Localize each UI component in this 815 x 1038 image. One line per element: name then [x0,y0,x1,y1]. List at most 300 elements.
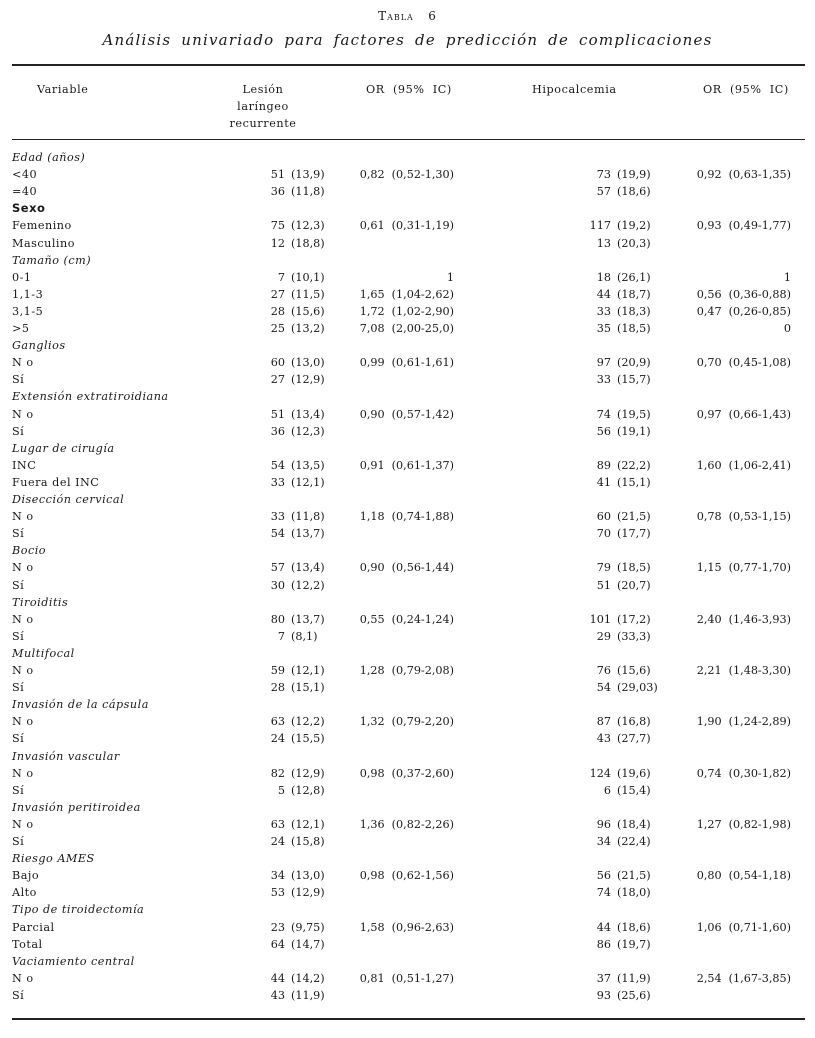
confidence-interval: (0,79-2,08) [391,664,454,677]
odds-ratio: 1,28 [359,664,385,677]
or-lesion [360,816,454,833]
table-title: Análisis univariado para factores de predicción de complicaciones [102,31,713,49]
or-hipocalcemia [697,217,791,234]
lesion-count: 23 [270,920,285,934]
lesion-count: 28 [270,304,285,318]
lesion-count: 7 [277,629,285,643]
row-label: N o [12,356,34,370]
lesion-percent: (13,0) [291,356,325,370]
hipocalcemia-count: 44 [596,920,611,934]
hipocalcemia-percent: (18,0) [617,886,651,900]
table-row [0,183,815,200]
hipocalcemia-count: 35 [596,322,611,335]
lesion-percent: (11,8) [291,185,325,199]
group-heading-row [0,901,815,918]
hipocalcemia-count: 6 [603,783,611,797]
bottom-rule [12,1018,805,1020]
row-label: 3,1-5 [12,304,44,318]
table-row [0,782,815,799]
hipocalcemia-count: 43 [596,732,611,746]
hipocalcemia-count: 37 [596,971,611,985]
or-lesion [360,713,454,730]
lesion-count: 51 [270,168,285,182]
table-row [0,577,815,594]
header-lesion-line3: recurrente [229,117,297,130]
group-heading: Tamaño (cm) [12,253,92,267]
table-row [0,235,815,252]
odds-ratio: 0,70 [696,356,722,370]
hipocalcemia-count: 57 [596,185,611,199]
odds-ratio: 0 [783,322,791,335]
group-heading: Tiroiditis [12,595,69,609]
lesion-percent: (13,5) [291,458,325,472]
hipocalcemia-percent: (18,4) [617,817,651,831]
row-label: <40 [12,168,38,182]
hipocalcemia-percent: (19,9) [617,168,651,182]
group-heading-row [0,542,815,559]
lesion-percent: (15,8) [291,835,325,848]
hipocalcemia-count: 89 [596,458,611,472]
row-label: N o [12,407,34,421]
group-heading-row [0,748,815,765]
lesion-percent: (13,4) [291,561,325,575]
odds-ratio: 0,78 [696,510,722,524]
row-label: Fuera del INC [12,475,100,489]
confidence-interval: (0,30-1,82) [728,766,791,780]
lesion-count: 63 [270,715,285,729]
confidence-interval: (0,24-1,24) [391,612,454,626]
odds-ratio: 1 [783,270,791,284]
row-label: Sí [12,732,25,746]
hipocalcemia-percent: (11,9) [617,971,651,985]
group-heading: Multifocal [12,646,75,660]
row-label: N o [12,664,34,677]
odds-ratio: 1,72 [359,304,385,318]
lesion-count: 63 [270,817,285,831]
group-heading: Ganglios [12,339,66,353]
odds-ratio: 1,65 [359,287,385,301]
hipocalcemia-percent: (15,1) [617,475,651,489]
header-or-hipocalcemia: OR (95% IC) [703,83,789,96]
odds-ratio: 2,40 [696,612,722,626]
hipocalcemia-percent: (15,6) [617,664,651,677]
hipocalcemia-percent: (19,7) [617,937,651,951]
or-hipocalcemia [697,303,791,320]
confidence-interval: (2,00-25,0) [391,322,454,335]
hipocalcemia-percent: (18,7) [617,287,651,301]
row-label: =40 [12,185,38,199]
hipocalcemia-count: 87 [596,715,611,729]
or-lesion [360,662,454,679]
table-row [0,713,815,730]
hipocalcemia-percent: (18,5) [617,322,651,335]
group-heading-row [0,645,815,662]
or-hipocalcemia [784,269,791,286]
odds-ratio: 0,55 [359,612,385,626]
row-label: INC [12,458,37,472]
table-row [0,816,815,833]
confidence-interval: (0,66-1,43) [728,407,791,421]
table-row [0,371,815,388]
hipocalcemia-percent: (18,3) [617,304,651,318]
lesion-count: 54 [270,458,285,472]
hipocalcemia-count: 73 [596,168,611,182]
row-label: N o [12,817,34,831]
lesion-count: 27 [270,373,285,387]
lesion-count: 24 [270,732,285,746]
table-row [0,166,815,183]
confidence-interval: (0,26-0,85) [728,304,791,318]
odds-ratio: 0,98 [359,869,385,883]
table-row [0,525,815,542]
group-heading-row [0,200,815,217]
hipocalcemia-count: 97 [596,356,611,370]
confidence-interval: (1,04-2,62) [391,287,454,301]
table-row [0,679,815,696]
confidence-interval: (0,79-2,20) [391,715,454,729]
or-lesion [360,611,454,628]
hipocalcemia-percent: (16,8) [617,715,651,729]
confidence-interval: (0,96-2,63) [391,920,454,934]
row-label: >5 [12,322,30,335]
lesion-count: 43 [270,988,285,1002]
confidence-interval: (1,48-3,30) [728,664,791,677]
hipocalcemia-count: 79 [596,561,611,575]
hipocalcemia-percent: (15,4) [617,783,651,797]
group-heading: Vaciamiento central [12,954,135,968]
hipocalcemia-count: 56 [596,424,611,438]
hipocalcemia-count: 34 [596,835,611,848]
header-or-lesion: OR (95% IC) [366,83,452,96]
hipocalcemia-count: 41 [596,475,611,489]
confidence-interval: (0,37-2,60) [391,766,454,780]
or-hipocalcemia [697,970,791,987]
group-heading-row [0,491,815,508]
group-heading-row [0,440,815,457]
or-lesion [360,320,454,337]
confidence-interval: (0,36-0,88) [728,287,791,301]
row-label: Bajo [12,869,40,883]
or-lesion [360,406,454,423]
group-heading: Invasión vascular [12,749,120,763]
hipocalcemia-count: 33 [596,304,611,318]
group-heading: Lugar de cirugía [12,441,115,455]
confidence-interval: (0,53-1,15) [728,510,791,524]
odds-ratio: 0,98 [359,766,385,780]
table-row [0,320,815,337]
or-hipocalcemia [697,611,791,628]
hipocalcemia-count: 18 [596,270,611,284]
table-row [0,286,815,303]
lesion-percent: (15,1) [291,681,325,695]
lesion-count: 51 [270,407,285,421]
lesion-percent: (18,8) [291,236,325,250]
hipocalcemia-percent: (17,7) [617,527,651,541]
lesion-percent: (12,2) [291,578,325,592]
lesion-count: 34 [270,869,285,883]
hipocalcemia-percent: (22,2) [617,458,651,472]
odds-ratio: 0,61 [359,219,385,233]
lesion-count: 60 [270,356,285,370]
confidence-interval: (0,45-1,08) [728,356,791,370]
lesion-percent: (11,5) [291,287,325,301]
lesion-percent: (14,2) [291,971,325,985]
odds-ratio: 1,60 [696,458,722,472]
row-label: Parcial [12,920,55,934]
confidence-interval: (0,71-1,60) [728,920,791,934]
group-heading: Invasión peritiroidea [12,800,141,814]
lesion-count: 24 [270,835,285,848]
odds-ratio: 0,81 [359,971,385,985]
hipocalcemia-count: 93 [596,988,611,1002]
table-row [0,269,815,286]
odds-ratio: 7,08 [359,322,385,335]
hipocalcemia-percent: (20,9) [617,356,651,370]
lesion-count: 59 [270,664,285,677]
lesion-percent: (13,7) [291,527,325,541]
group-heading: Riesgo AMES [12,852,95,866]
table-row [0,457,815,474]
or-hipocalcemia [697,166,791,183]
hipocalcemia-count: 101 [589,612,611,626]
or-hipocalcemia [697,816,791,833]
or-lesion [360,457,454,474]
confidence-interval: (1,67-3,85) [728,971,791,985]
confidence-interval: (0,82-1,98) [728,817,791,831]
group-heading: Extensión extratiroidiana [12,390,169,404]
confidence-interval: (0,61-1,61) [391,356,454,370]
row-label: Sí [12,629,25,643]
table-row [0,354,815,371]
hipocalcemia-count: 70 [596,527,611,541]
hipocalcemia-count: 44 [596,287,611,301]
confidence-interval: (1,46-3,93) [728,612,791,626]
table-row [0,936,815,953]
lesion-percent: (12,9) [291,373,325,387]
or-lesion [360,970,454,987]
lesion-count: 82 [270,766,285,780]
odds-ratio: 0,97 [696,407,722,421]
header-lesion-line2: laríngeo [237,100,289,113]
lesion-percent: (13,0) [291,869,325,883]
lesion-percent: (12,1) [291,475,325,489]
row-label: N o [12,715,34,729]
lesion-percent: (9,75) [291,920,325,934]
hipocalcemia-count: 96 [596,817,611,831]
odds-ratio: 1,06 [696,920,722,934]
lesion-count: 57 [270,561,285,575]
or-lesion [360,354,454,371]
group-heading: Invasión de la cápsula [12,698,149,712]
or-lesion [360,867,454,884]
confidence-interval: (0,57-1,42) [391,407,454,421]
hipocalcemia-count: 86 [596,937,611,951]
table-row [0,662,815,679]
confidence-interval: (0,74-1,88) [391,510,454,524]
lesion-count: 12 [270,236,285,250]
row-label: Sí [12,835,25,848]
row-label: Femenino [12,219,72,233]
header-variable: Variable [37,83,89,96]
or-hipocalcemia [697,662,791,679]
table-row [0,970,815,987]
confidence-interval: (0,51-1,27) [391,971,454,985]
group-heading-row [0,252,815,269]
lesion-percent: (13,9) [291,168,325,182]
lesion-percent: (12,9) [291,886,325,900]
table-row [0,406,815,423]
table-row [0,611,815,628]
odds-ratio: 1 [446,270,454,284]
confidence-interval: (1,06-2,41) [728,458,791,472]
lesion-percent: (12,1) [291,817,325,831]
table-number: 6 [428,9,437,23]
hipocalcemia-count: 54 [596,681,611,695]
odds-ratio: 1,18 [359,510,385,524]
lesion-percent: (12,8) [291,783,325,797]
lesion-percent: (13,2) [291,322,325,335]
or-hipocalcemia [697,508,791,525]
hipocalcemia-percent: (19,5) [617,407,651,421]
odds-ratio: 0,99 [359,356,385,370]
hipocalcemia-count: 74 [596,407,611,421]
hipocalcemia-count: 56 [596,869,611,883]
odds-ratio: 0,74 [696,766,722,780]
row-label: N o [12,612,34,626]
header-hipocalcemia: Hipocalcemia [532,83,617,96]
group-heading-row [0,594,815,611]
row-label: Sí [12,578,25,592]
hipocalcemia-count: 117 [589,219,611,233]
or-lesion [360,765,454,782]
hipocalcemia-percent: (29,03) [617,681,658,695]
hipocalcemia-count: 124 [589,766,611,780]
or-hipocalcemia [697,286,791,303]
hipocalcemia-percent: (18,6) [617,920,651,934]
hipocalcemia-count: 13 [596,236,611,250]
hipocalcemia-percent: (21,5) [617,869,651,883]
group-heading-row [0,799,815,816]
hipocalcemia-percent: (19,6) [617,766,651,780]
lesion-count: 30 [270,578,285,592]
table-row [0,303,815,320]
group-heading: Bocio [12,544,47,558]
or-lesion [360,286,454,303]
row-label: Sí [12,373,25,387]
lesion-count: 33 [270,475,285,489]
table-row [0,765,815,782]
group-heading-row [0,850,815,867]
odds-ratio: 1,58 [359,920,385,934]
odds-ratio: 1,36 [359,817,385,831]
confidence-interval: (0,52-1,30) [391,168,454,182]
or-hipocalcemia [697,354,791,371]
confidence-interval: (0,61-1,37) [391,458,454,472]
lesion-count: 54 [270,527,285,541]
hipocalcemia-percent: (15,7) [617,373,651,387]
table-row [0,217,815,234]
hipocalcemia-percent: (27,7) [617,732,651,746]
or-lesion [360,303,454,320]
lesion-count: 5 [277,783,285,797]
or-lesion [360,508,454,525]
top-rule [12,64,805,66]
confidence-interval: (0,62-1,56) [391,869,454,883]
odds-ratio: 2,21 [696,664,722,677]
odds-ratio: 0,56 [696,287,722,301]
row-label: Alto [12,886,37,900]
lesion-percent: (12,2) [291,715,325,729]
group-heading: Sexo [12,201,46,216]
hipocalcemia-percent: (21,5) [617,510,651,524]
or-lesion [360,166,454,183]
lesion-percent: (13,7) [291,612,325,626]
lesion-percent: (15,6) [291,304,325,318]
or-lesion [360,919,454,936]
table-row [0,884,815,901]
lesion-count: 33 [270,510,285,524]
hipocalcemia-percent: (18,5) [617,561,651,575]
hipocalcemia-count: 74 [596,886,611,900]
confidence-interval: (0,56-1,44) [391,561,454,575]
group-heading: Disección cervical [12,493,125,506]
odds-ratio: 0,47 [696,304,722,318]
hipocalcemia-percent: (25,6) [617,988,651,1002]
hipocalcemia-percent: (33,3) [617,629,651,643]
group-heading-row [0,337,815,354]
row-label: N o [12,510,34,524]
odds-ratio: 0,82 [359,168,385,182]
lesion-percent: (10,1) [291,270,325,284]
or-hipocalcemia [697,406,791,423]
odds-ratio: 1,32 [359,715,385,729]
table-row [0,423,815,440]
confidence-interval: (0,54-1,18) [728,869,791,883]
lesion-count: 53 [270,886,285,900]
row-label: Sí [12,988,25,1002]
lesion-percent: (12,9) [291,766,325,780]
odds-ratio: 0,90 [359,407,385,421]
lesion-count: 7 [277,270,285,284]
hipocalcemia-percent: (19,2) [617,219,651,233]
table-row [0,474,815,491]
confidence-interval: (0,31-1,19) [391,219,454,233]
table-row [0,919,815,936]
lesion-percent: (14,7) [291,937,325,951]
hipocalcemia-count: 51 [596,578,611,592]
or-hipocalcemia [697,457,791,474]
table-row [0,559,815,576]
table-row [0,508,815,525]
lesion-count: 25 [270,322,285,335]
hipocalcemia-percent: (26,1) [617,270,651,284]
odds-ratio: 1,90 [696,715,722,729]
hipocalcemia-percent: (19,1) [617,424,651,438]
odds-ratio: 2,54 [696,971,722,985]
confidence-interval: (1,02-2,90) [391,304,454,318]
hipocalcemia-percent: (20,7) [617,578,651,592]
hipocalcemia-count: 60 [596,510,611,524]
hipocalcemia-count: 29 [596,629,611,643]
table-row [0,867,815,884]
hipocalcemia-percent: (18,6) [617,185,651,199]
lesion-percent: (15,5) [291,732,325,746]
odds-ratio: 0,80 [696,869,722,883]
row-label: Total [12,937,43,951]
hipocalcemia-count: 76 [596,664,611,677]
lesion-count: 75 [270,219,285,233]
row-label: Sí [12,424,25,438]
